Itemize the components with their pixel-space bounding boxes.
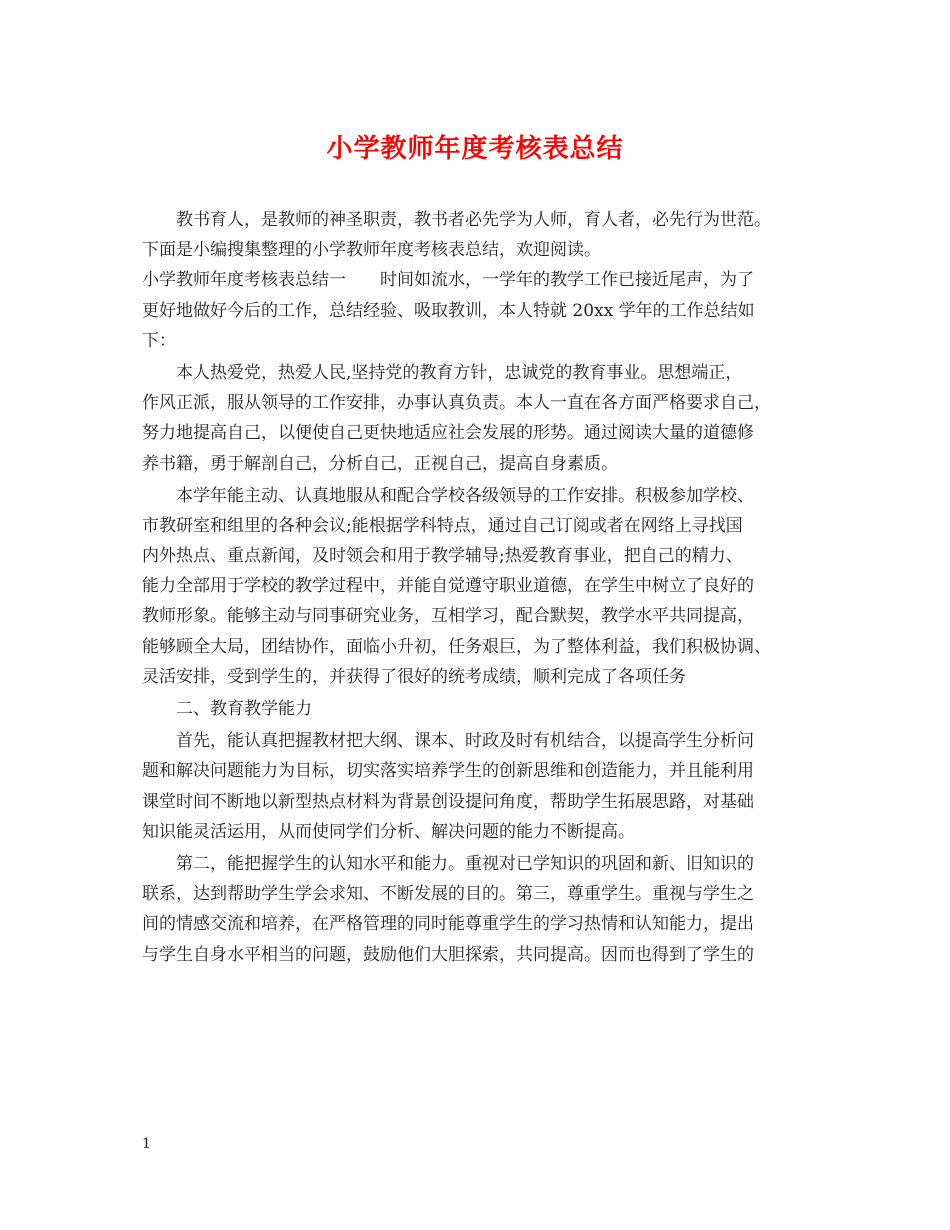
paragraph-line: 教书育人，是教师的神圣职责，教书者必先学为人师，育人者，必先行为世范。 — [176, 210, 771, 230]
paragraph-line: 市教研室和组里的各种会议;能根据学科特点，通过自己订阅或者在网络上寻找国 — [142, 515, 743, 536]
paragraph-line: 养书籍，勇于解剖自己，分析自己，正视自己，提高自身素质。 — [142, 453, 618, 474]
paragraph-line: 小学教师年度考核表总结一 时间如流水，一学年的教学工作已接近尾声，为了 — [142, 270, 754, 291]
paragraph-line: 本人热爱党，热爱人民,坚持党的教育方针，忠诚党的教育事业。思想端正， — [176, 362, 743, 383]
paragraph-line: 首先，能认真把握教材把大纲、课本、时政及时有机结合，以提高学生分析问 — [176, 731, 754, 752]
paragraph-line: 题和解决问题能力为目标，切实落实培养学生的创新思维和创造能力，并且能利用 — [142, 761, 754, 782]
paragraph-line: 内外热点、重点新闻，及时领会和用于教学辅导;热爱教育事业，把自己的精力、 — [142, 546, 743, 567]
paragraph-line: 间的情感交流和培养，在严格管理的同时能尊重学生的学习热情和认知能力，提出 — [142, 914, 754, 935]
document-title: 小学教师年度考核表总结 — [326, 134, 624, 164]
paragraph-line: 与学生自身水平相当的问题，鼓励他们大胆探索，共同提高。因而也得到了学生的 — [142, 944, 754, 965]
page-number: 1 — [142, 1136, 151, 1152]
paragraph-line: 更好地做好今后的工作，总结经验、吸取教训，本人特就 20xx 学年的工作总结如 — [142, 300, 755, 321]
paragraph-line: 教师形象。能够主动与同事研究业务，互相学习，配合默契，教学水平共同提高， — [142, 606, 754, 627]
paragraph-line: 第二，能把握学生的认知水平和能力。重视对已学知识的巩固和新、旧知识的 — [176, 853, 754, 874]
paragraph-line: 本学年能主动、认真地服从和配合学校各级领导的工作安排。积极参加学校、 — [176, 485, 754, 506]
document-body — [142, 205, 814, 970]
section-heading: 二、教育教学能力 — [176, 699, 312, 719]
paragraph-line: 努力地提高自己，以便使自己更快地适应社会发展的形势。通过阅读大量的道德修 — [142, 423, 754, 444]
paragraph-line: 知识能灵活运用，从而使同学们分析、解决问题的能力不断提高。 — [142, 821, 635, 842]
paragraph-line: 课堂时间不断地以新型热点材料为背景创设提问角度，帮助学生拓展思路，对基础 — [142, 791, 754, 812]
paragraph-line: 能够顾全大局，团结协作，面临小升初，任务艰巨，为了整体利益，我们积极协调、 — [142, 636, 771, 657]
paragraph-line: 作风正派，服从领导的工作安排，办事认真负责。本人一直在各方面严格要求自己， — [142, 393, 771, 414]
paragraph-line: 联系，达到帮助学生学会求知、不断发展的目的。第三，尊重学生。重视与学生之 — [142, 884, 754, 905]
paragraph-line: 下面是小编搜集整理的小学教师年度考核表总结，欢迎阅读。 — [142, 240, 601, 261]
paragraph-line: 灵活安排，受到学生的，并获得了很好的统考成绩，顺利完成了各项任务 — [142, 666, 686, 687]
paragraph-line: 下： — [142, 330, 176, 351]
paragraph-line: 能力全部用于学校的教学过程中，并能自觉遵守职业道德，在学生中树立了良好的 — [142, 576, 754, 597]
